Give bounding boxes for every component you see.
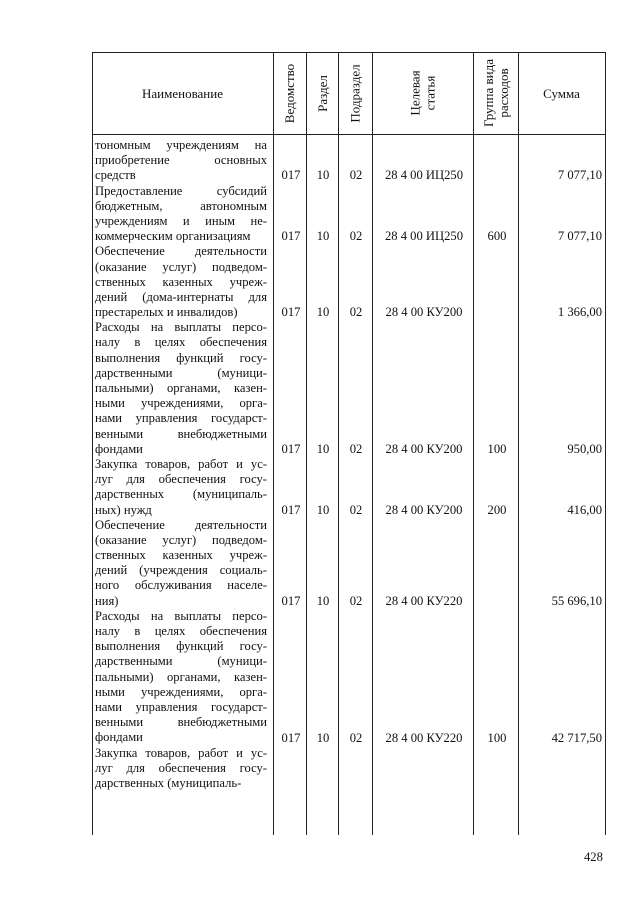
row-name-line: дений (дома-интернаты для xyxy=(95,289,267,304)
razdel-cell: 10 xyxy=(316,594,330,608)
gruppa-cell: 600 xyxy=(487,229,507,244)
row-name-line: Предоставление субсидий xyxy=(95,183,267,198)
celevaya-cell: 28 4 00 ИЦ250 xyxy=(384,168,463,183)
podrazdel-cell: 02 xyxy=(349,168,363,183)
summa-cell: 7 077,10 xyxy=(557,168,602,183)
table-right-border xyxy=(605,52,606,835)
header-summa-cell xyxy=(518,52,605,134)
row-name-line: венными внебюджетными xyxy=(95,715,267,730)
vedomstvo-cell: 017 xyxy=(281,305,301,320)
celevaya-cell: 28 4 00 КУ200 xyxy=(385,442,463,456)
podrazdel-cell: 02 xyxy=(349,594,363,608)
header-celevaya-cell xyxy=(373,52,473,134)
row-name-line: нами управления государст- xyxy=(95,411,267,426)
row-name-line: дарственных (муниципаль- xyxy=(95,487,267,502)
header-bottom-border xyxy=(92,134,606,135)
name-column xyxy=(95,138,267,791)
razdel-cell: 10 xyxy=(316,168,330,183)
row-name-line: дений (учреждения социаль- xyxy=(95,563,267,578)
row-name-line: средств xyxy=(95,168,136,183)
row-name-line: Расходы на выплаты персо- xyxy=(95,608,267,623)
header-celevaya-line2: статья xyxy=(422,75,438,111)
gruppa-cell: 100 xyxy=(487,442,507,456)
row-name-line: венными внебюджетными xyxy=(95,426,267,441)
celevaya-cell: 28 4 00 КУ220 xyxy=(385,730,463,745)
row-name-line: нами управления государст- xyxy=(95,699,267,714)
razdel-cell: 10 xyxy=(316,442,330,456)
row-name-line: пальными) органами, казен- xyxy=(95,669,267,684)
row-name-line: дарственными (муници- xyxy=(95,365,267,380)
vedomstvo-cell: 017 xyxy=(281,229,301,244)
row-name-line: ных) нужд xyxy=(95,502,152,517)
razdel-cell: 10 xyxy=(316,502,330,517)
summa-cell: 7 077,10 xyxy=(557,229,602,244)
header-razdel-cell xyxy=(306,52,338,134)
divider-name xyxy=(273,52,274,835)
vedomstvo-cell: 017 xyxy=(281,502,301,517)
header-name-cell xyxy=(92,52,273,134)
razdel-cell: 10 xyxy=(316,730,330,745)
vedomstvo-cell: 017 xyxy=(281,594,301,608)
celevaya-cell: 28 4 00 КУ220 xyxy=(385,594,463,608)
podrazdel-cell: 02 xyxy=(349,730,363,745)
celevaya-cell: 28 4 00 ИЦ250 xyxy=(384,229,463,244)
row-name-line: Закупка товаров, работ и ус- xyxy=(95,745,267,760)
podrazdel-cell: 02 xyxy=(349,305,363,320)
summa-cell: 950,00 xyxy=(567,442,602,456)
row-name-line: дарственных (муниципаль- xyxy=(95,775,242,790)
header-razdel: Раздел xyxy=(314,74,330,112)
row-name-line: налу в целях обеспечения xyxy=(95,335,267,350)
header-gruppa xyxy=(481,59,511,127)
row-name-line: тономным учреждениям на xyxy=(95,138,267,152)
razdel-cell: 10 xyxy=(316,229,330,244)
row-name-line: фондами xyxy=(95,730,143,745)
row-name-line: ными учреждениями, орга- xyxy=(95,396,267,411)
row-name-line: ственных казенных учреж- xyxy=(95,548,267,563)
row-name-line: Обеспечение деятельности xyxy=(95,244,267,259)
row-name-line: ными учреждениями, орга- xyxy=(95,684,267,699)
row-name-line: бюджетным, автономным xyxy=(95,198,267,213)
summa-cell: 1 366,00 xyxy=(557,305,602,320)
divider-podrazdel xyxy=(372,52,373,835)
header-gruppa-line1: Группа вида xyxy=(480,59,496,127)
header-vedomstvo-cell xyxy=(273,52,306,134)
table-left-border xyxy=(92,52,93,835)
row-name-line: ного обслуживания населе- xyxy=(95,578,267,593)
row-name-line: фондами xyxy=(95,441,143,456)
podrazdel-cell: 02 xyxy=(349,442,363,456)
header-gruppa-line2: расходов xyxy=(495,68,511,118)
row-name-line: Обеспечение деятельности xyxy=(95,517,267,532)
row-name-line: луг для обеспечения госу- xyxy=(95,760,267,775)
header-celevaya-line1: Целевая xyxy=(407,70,423,116)
row-name-line: ственных казенных учреж- xyxy=(95,274,267,289)
row-name-line: выполнения функций госу- xyxy=(95,350,267,365)
summa-cell: 55 696,10 xyxy=(551,594,602,608)
header-summa: Сумма xyxy=(543,85,580,101)
vedomstvo-cell: 017 xyxy=(281,730,301,745)
summa-cell: 42 717,50 xyxy=(551,730,602,745)
row-name-line: престарелых и инвалидов) xyxy=(95,305,238,320)
row-name-line: налу в целях обеспечения xyxy=(95,624,267,638)
page-number: 428 xyxy=(584,850,603,864)
row-name-line: учреждениям и иным не- xyxy=(95,213,267,228)
budget-table xyxy=(92,52,606,835)
vedomstvo-cell: 017 xyxy=(281,442,301,456)
header-podrazdel: Подраздел xyxy=(347,63,363,123)
row-name-line: коммерческим организациям xyxy=(95,229,251,244)
podrazdel-cell: 02 xyxy=(349,229,363,244)
summa-cell: 416,00 xyxy=(567,502,602,517)
celevaya-cell: 28 4 00 КУ200 xyxy=(385,305,463,320)
header-vedomstvo: Ведомство xyxy=(282,63,297,123)
razdel-cell: 10 xyxy=(316,305,330,320)
header-celevaya xyxy=(408,70,438,115)
row-name-line: (оказание услуг) подведом- xyxy=(95,259,267,274)
podrazdel-cell: 02 xyxy=(349,502,363,517)
celevaya-cell: 28 4 00 КУ200 xyxy=(385,502,463,517)
vedomstvo-cell: 017 xyxy=(281,168,301,183)
row-name-line: выполнения функций госу- xyxy=(95,639,267,654)
row-name-line: дарственными (муници- xyxy=(95,654,267,669)
divider-vedomstvo xyxy=(306,52,307,835)
gruppa-cell: 100 xyxy=(487,730,507,745)
header-podrazdel-cell xyxy=(338,52,372,134)
header-gruppa-cell xyxy=(473,52,518,134)
divider-razdel xyxy=(338,52,339,835)
row-name-line: Расходы на выплаты персо- xyxy=(95,320,267,335)
row-name-line: луг для обеспечения госу- xyxy=(95,472,267,487)
row-name-line: пальными) органами, казен- xyxy=(95,381,267,395)
row-name-line: приобретение основных xyxy=(95,153,267,168)
row-name-line: Закупка товаров, работ и ус- xyxy=(95,456,267,471)
row-name-line: (оказание услуг) подведом- xyxy=(95,532,267,547)
header-name: Наименование xyxy=(142,85,223,101)
gruppa-cell: 200 xyxy=(487,502,507,517)
row-name-line: ния) xyxy=(95,593,119,608)
